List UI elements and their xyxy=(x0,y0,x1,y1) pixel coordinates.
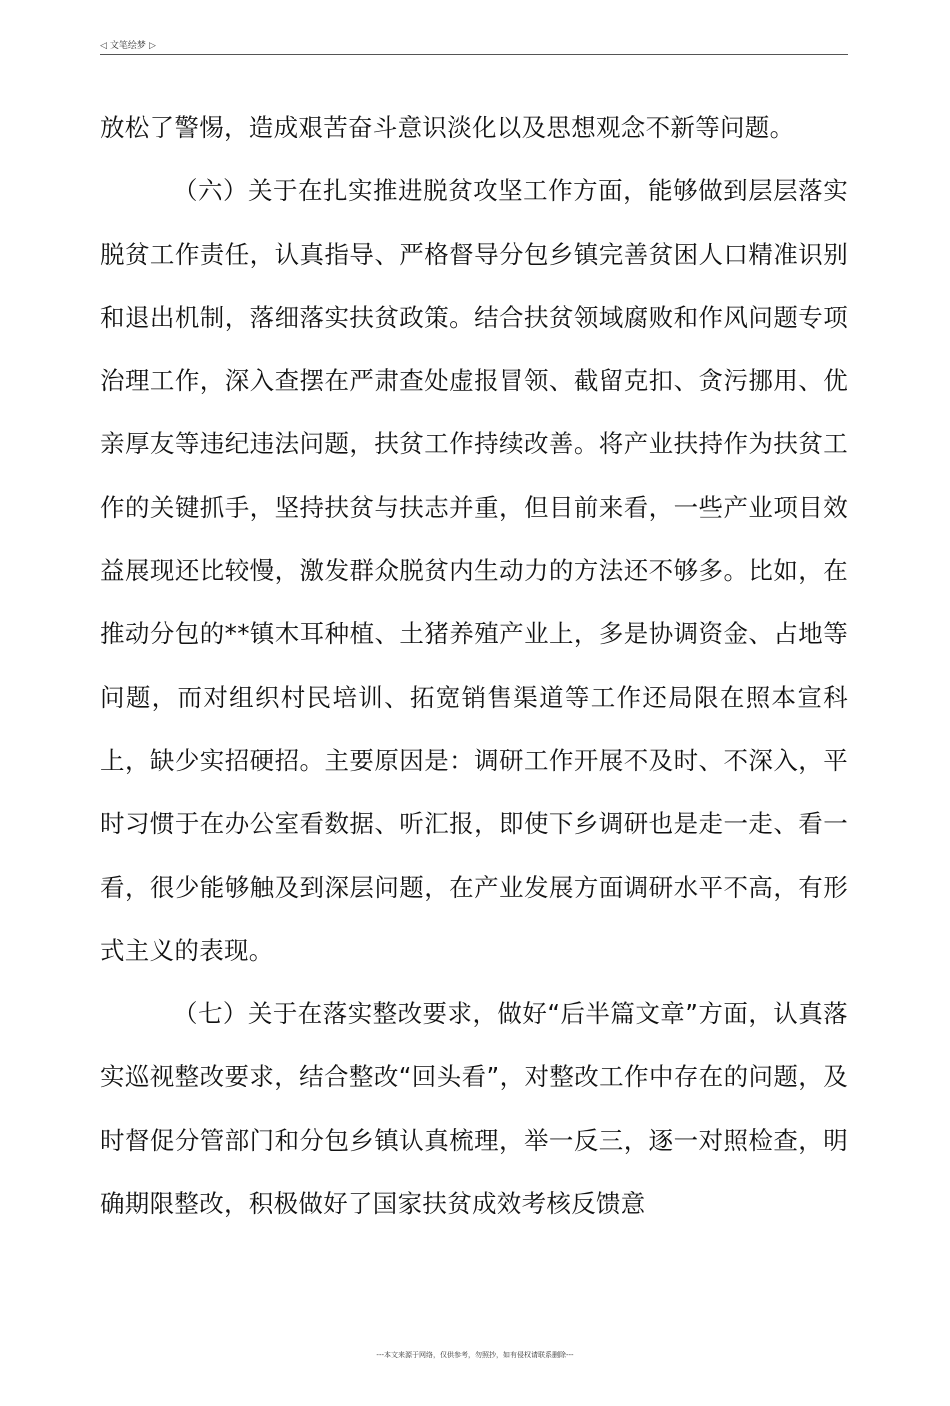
page-header xyxy=(100,38,848,54)
paragraph-continuation: 放松了警惕，造成艰苦奋斗意识淡化以及思想观念不新等问题。 xyxy=(100,113,795,142)
right-triangle-icon: ▷ xyxy=(148,41,156,51)
header-divider xyxy=(100,54,848,55)
left-triangle-icon: ◁ xyxy=(100,41,107,51)
paragraph-section-seven: （七）关于在落实整改要求，做好“后半篇文章”方面，认真落实巡视整改要求，结合整改“回头看”，对整改工作中存在的问题，及时督促分管部门和分包乡镇认真梳理，举一反三，逐一对照检查，明确期限整改，积极做好了国家扶贫成效考核反馈意 xyxy=(100,999,848,1219)
document-body xyxy=(100,96,848,1235)
header-title: 文笔绘梦 xyxy=(109,41,146,51)
paragraph-section-six: （六）关于在扎实推进脱贫攻坚工作方面，能够做到层层落实脱贫工作责任，认真指导、严格督导分包乡镇完善贫困人口精准识别和退出机制，落细落实扶贫政策。结合扶贫领域腐败和作风问题专项治理工作，深入查摆在严肃查处虚报冒领、截留克扣、贪污挪用、优亲厚友等违纪违法问题，扶贫工作持续改善。将产业扶持作为扶贫工作的关键抓手，坚持扶贫与扶志并重，但目前来看，一些产业项目效益展现还比较慢，激发群众脱贫内生动力的方法还不够多。比如，在推动分包的**镇木耳种植、土猪养殖产业上，多是协调资金、占地等问题，而对组织村民培训、拓宽销售渠道等工作还局限在照本宣科上，缺少实招硬招。主要原因是：调研工作开展不及时、不深入，平时习惯于在办公室看数据、听汇报，即使下乡调研也是走一走、看一看，很少能够触及到深层问题，在产业发展方面调研水平不高，有形式主义的表现。 xyxy=(100,176,848,965)
page-footer: ---本文来源于网络，仅供参考，勿照抄，如有侵权请联系删除--- xyxy=(376,1351,574,1359)
